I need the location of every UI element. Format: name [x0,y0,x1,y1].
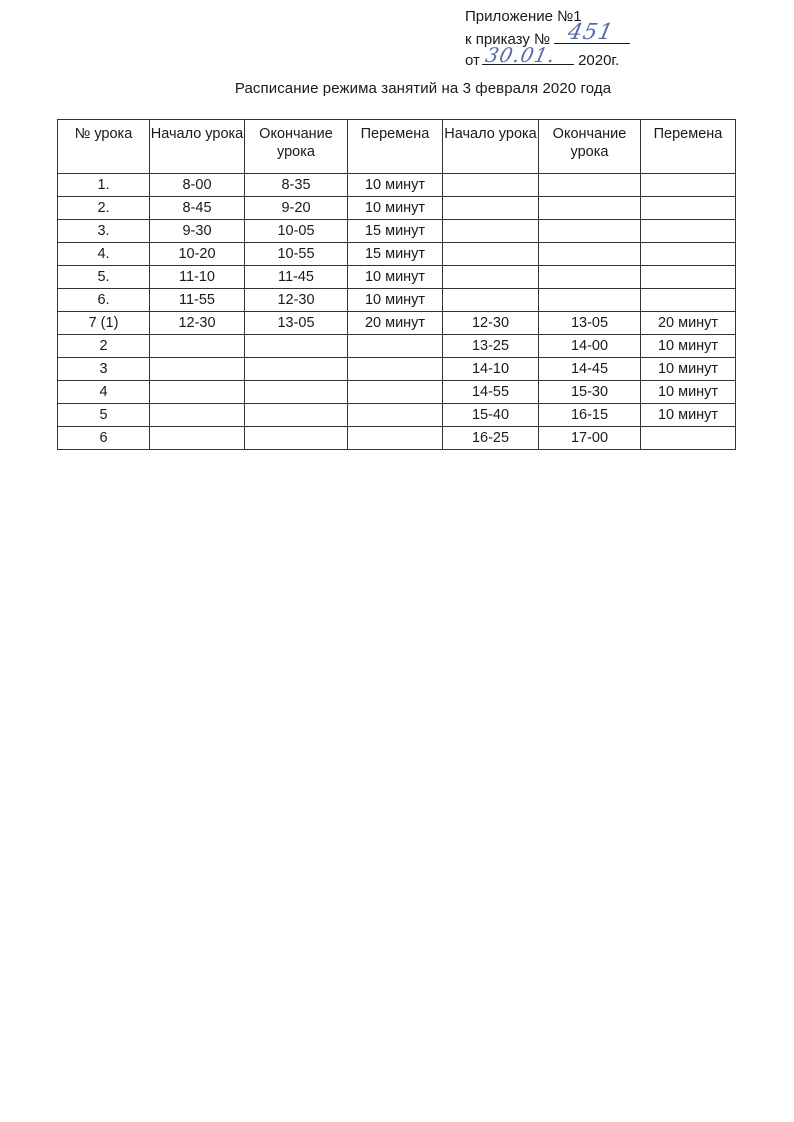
table-cell: 10 минут [641,335,736,358]
table-cell [443,220,539,243]
order-prefix: к приказу № [465,31,551,48]
table-cell: 13-25 [443,335,539,358]
column-header: Перемена [348,120,443,174]
date-field [482,43,574,67]
table-row [58,335,736,358]
table-cell: 3 [58,358,150,381]
column-header: Начало урока [443,120,539,174]
table-cell: 8-00 [150,174,245,197]
table-cell [150,404,245,427]
table-row [58,197,736,220]
table-cell: 10 минут [641,381,736,404]
table-cell [641,243,736,266]
table-cell: 10 минут [348,266,443,289]
table-cell: 12-30 [245,289,348,312]
table-cell [150,335,245,358]
table-cell [641,289,736,312]
table-cell: 3. [58,220,150,243]
table-cell: 6 [58,427,150,450]
table-cell [348,381,443,404]
table-cell [539,220,641,243]
table-cell: 14-45 [539,358,641,381]
table-cell: 10 минут [641,358,736,381]
table-row [58,358,736,381]
table-cell [539,243,641,266]
table-cell [443,197,539,220]
table-cell [641,266,736,289]
table-cell: 4 [58,381,150,404]
table-cell: 13-05 [539,312,641,335]
table-row [58,289,736,312]
table-cell: 11-10 [150,266,245,289]
table-cell: 12-30 [443,312,539,335]
table-cell [150,381,245,404]
table-cell [245,381,348,404]
table-cell: 11-55 [150,289,245,312]
document-title [0,80,794,97]
table-cell: 10 минут [348,289,443,312]
table-cell: 9-20 [245,197,348,220]
table-cell [539,289,641,312]
table-cell: 15-40 [443,404,539,427]
table-cell [641,427,736,450]
schedule-table [57,119,736,450]
table-row [58,174,736,197]
table-cell: 8-35 [245,174,348,197]
schedule-table-head [58,120,736,174]
table-cell: 15-30 [539,381,641,404]
table-cell: 16-15 [539,404,641,427]
table-cell [539,266,641,289]
table-cell [245,404,348,427]
table-cell [150,358,245,381]
table-cell [539,174,641,197]
table-cell: 10-05 [245,220,348,243]
table-cell [443,289,539,312]
table-row [58,381,736,404]
table-row [58,312,736,335]
table-cell [245,335,348,358]
appendix-header [465,6,630,69]
table-cell: 15 минут [348,243,443,266]
table-cell: 11-45 [245,266,348,289]
appendix-label: Приложение №1 [465,8,582,25]
column-header: Окончание урока [539,120,641,174]
document-title-text: Расписание режима занятий на 3 февраля 2020 года [234,80,612,97]
table-cell [443,174,539,197]
table-cell: 14-55 [443,381,539,404]
table-row [58,404,736,427]
table-cell: 12-30 [150,312,245,335]
table-cell [348,404,443,427]
table-row [58,427,736,450]
table-cell: 20 минут [641,312,736,335]
table-cell: 2 [58,335,150,358]
schedule-table-body [58,174,736,450]
date-line [465,43,630,69]
table-cell: 1. [58,174,150,197]
table-cell [641,220,736,243]
table-cell [245,427,348,450]
table-cell: 15 минут [348,220,443,243]
table-cell [443,266,539,289]
table-cell [641,174,736,197]
table-cell: 7 (1) [58,312,150,335]
table-cell: 6. [58,289,150,312]
date-handwritten: 30.01. [483,43,559,67]
table-cell: 10 минут [641,404,736,427]
table-cell: 10-20 [150,243,245,266]
table-row [58,243,736,266]
table-cell: 9-30 [150,220,245,243]
table-row [58,266,736,289]
table-cell: 4. [58,243,150,266]
order-number-field [554,20,630,45]
table-cell [245,358,348,381]
table-cell [348,427,443,450]
column-header: № урока [58,120,150,174]
table-cell [348,358,443,381]
column-header: Перемена [641,120,736,174]
table-cell: 17-00 [539,427,641,450]
table-cell [348,335,443,358]
table-cell: 5. [58,266,150,289]
table-cell: 20 минут [348,312,443,335]
table-cell [150,427,245,450]
table-cell: 5 [58,404,150,427]
date-suffix: 2020г. [578,52,620,69]
table-cell: 10 минут [348,197,443,220]
header-row [58,120,736,174]
table-cell [443,243,539,266]
table-cell [539,197,641,220]
table-row [58,220,736,243]
table-cell: 14-10 [443,358,539,381]
table-cell: 2. [58,197,150,220]
table-cell [641,197,736,220]
order-number-handwritten: 451 [565,20,616,45]
table-cell: 10 минут [348,174,443,197]
table-cell: 10-55 [245,243,348,266]
table-cell: 13-05 [245,312,348,335]
date-prefix: от [465,52,480,69]
table-cell: 14-00 [539,335,641,358]
table-cell: 8-45 [150,197,245,220]
column-header: Начало урока [150,120,245,174]
table-cell: 16-25 [443,427,539,450]
column-header: Окончание урока [245,120,348,174]
